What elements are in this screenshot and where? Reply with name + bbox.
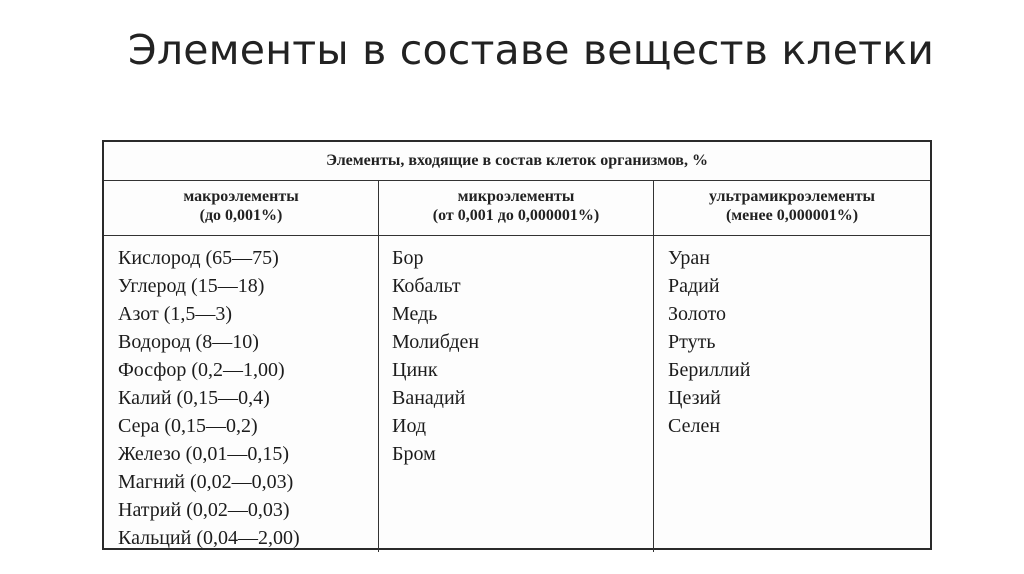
elements-table (102, 140, 932, 550)
column-ultramicroelements (654, 181, 930, 552)
column-header-range: (до 0,001%) (199, 207, 283, 224)
list-item: Магний (0,02—0,03) (118, 471, 294, 493)
table-columns (104, 181, 930, 549)
column-body-microelements (379, 236, 653, 468)
list-item: Кислород (65—75) (118, 247, 279, 269)
column-microelements (379, 181, 654, 552)
column-macroelements (104, 181, 379, 552)
column-header-range: (от 0,001 до 0,000001%) (432, 207, 600, 224)
column-body-ultramicroelements (654, 236, 930, 440)
column-body-macroelements (104, 236, 378, 552)
list-item: Цинк (392, 359, 438, 381)
column-header-title: ультрамикроэлементы (708, 188, 876, 205)
list-item: Азот (1,5—3) (118, 303, 233, 325)
column-header-ultramicroelements (654, 181, 930, 236)
list-item: Водород (8—10) (118, 331, 259, 353)
list-item: Селен (668, 415, 721, 437)
list-item: Радий (668, 275, 720, 297)
column-header-title: макроэлементы (183, 188, 299, 205)
column-header-microelements (379, 181, 653, 236)
list-item: Железо (0,01—0,15) (118, 443, 289, 465)
table-caption: Элементы, входящие в состав клеток организмов, % (104, 142, 930, 181)
column-header-range: (менее 0,000001%) (725, 207, 859, 224)
list-item: Углерод (15—18) (118, 275, 265, 297)
list-item: Ванадий (392, 387, 466, 409)
list-item: Иод (392, 415, 427, 437)
list-item: Фосфор (0,2—1,00) (118, 359, 285, 381)
list-item: Цезий (668, 387, 721, 409)
list-item: Бериллий (668, 359, 751, 381)
list-item: Медь (392, 303, 438, 325)
list-item: Уран (668, 247, 710, 269)
list-item: Бром (392, 443, 436, 465)
column-header-macroelements (104, 181, 378, 236)
list-item: Натрий (0,02—0,03) (118, 499, 290, 521)
list-item: Сера (0,15—0,2) (118, 415, 258, 437)
list-item: Золото (668, 303, 726, 325)
list-item: Молибден (392, 331, 480, 353)
list-item: Ртуть (668, 331, 716, 353)
list-item: Калий (0,15—0,4) (118, 387, 270, 409)
column-header-title: микроэлементы (457, 188, 575, 205)
list-item: Кобальт (392, 275, 461, 297)
slide-title: Элементы в составе веществ клетки (128, 26, 935, 74)
list-item: Бор (392, 247, 424, 269)
list-item: Кальций (0,04—2,00) (118, 527, 300, 549)
